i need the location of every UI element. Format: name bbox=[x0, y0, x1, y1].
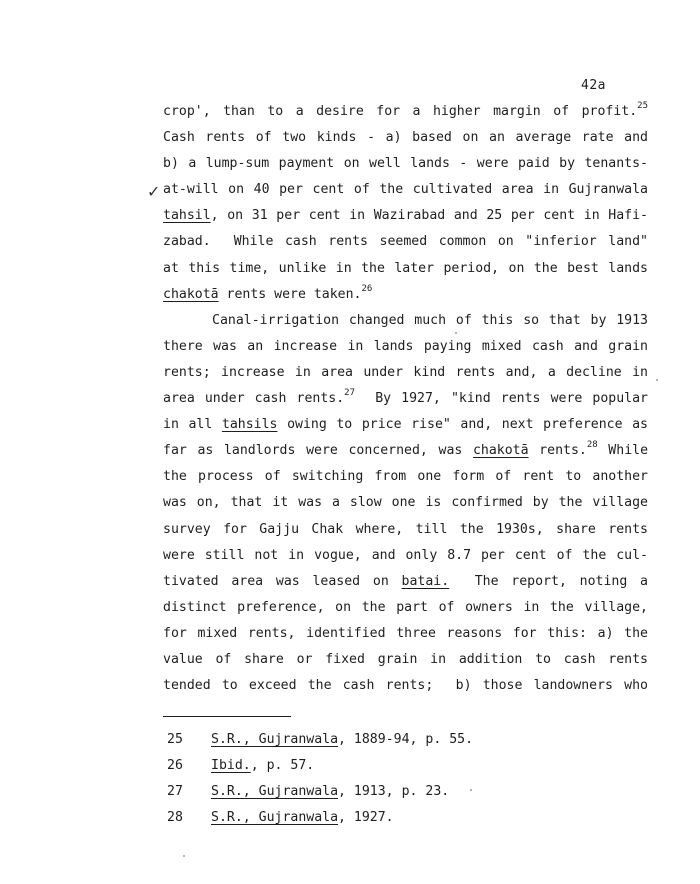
text-line: survey for Gajju Chak where, till the 1930s, share rents bbox=[163, 521, 648, 537]
underlined-term: batai. bbox=[401, 573, 450, 589]
footnote: 27 S.R., Gujranwala, 1913, p. 23. bbox=[167, 779, 473, 805]
paper-speck bbox=[656, 379, 658, 381]
underlined-term: chakotā bbox=[472, 443, 529, 459]
text-line: far as landlords were concerned, was chakotā rents.$^{28}$ While bbox=[163, 440, 649, 459]
paper-speck bbox=[183, 855, 185, 857]
text-line: zabad. While cash rents seemed common on "inferior land" bbox=[163, 234, 648, 250]
footnote-number: 26 bbox=[167, 758, 183, 773]
text-line: for mixed rents, identified three reasons for this: a) the bbox=[163, 625, 648, 641]
checkmark-annotation: ✓ bbox=[147, 182, 161, 201]
footnote-number: 28 bbox=[167, 810, 183, 825]
text-line: at this time, unlike in the later period, on the best lands bbox=[163, 260, 648, 276]
text-line: Cash rents of two kinds - a) based on an average rate and bbox=[163, 130, 648, 146]
text-line: value of share or fixed grain in addition to cash rents bbox=[163, 651, 648, 667]
paper-speck bbox=[470, 789, 472, 791]
page-number: 42a bbox=[581, 78, 606, 93]
footnote: 28 S.R., Gujranwala, 1927. bbox=[167, 805, 473, 831]
footnotes bbox=[167, 727, 473, 831]
footnote-source: S.R., Gujranwala bbox=[211, 784, 339, 799]
underlined-term: chakotā bbox=[163, 286, 219, 302]
text-line: chakotā rents were taken.$^{26}$ bbox=[163, 283, 373, 302]
text-line: b) a lump-sum payment on well lands - were paid by tenants- bbox=[163, 156, 648, 172]
underlined-term: tahsils bbox=[221, 417, 278, 433]
text-line: tahsil, on 31 per cent in Wazirabad and 25 per cent in Hafi- bbox=[163, 208, 648, 224]
text-line: tivated area was leased on batai. The report, noting a bbox=[163, 573, 648, 589]
footnote-ref: 25 bbox=[637, 101, 648, 111]
text-line: there was an increase in lands paying mixed cash and grain bbox=[163, 338, 648, 354]
text-line: was on, that it was a slow one is confirmed by the village bbox=[163, 495, 648, 511]
text-line: were still not in vogue, and only 8.7 per cent of the cul- bbox=[163, 547, 648, 563]
text-line: Canal-irrigation changed much of this so that by 1913 bbox=[212, 312, 648, 328]
text-line: the process of switching from one form of rent to another bbox=[163, 469, 648, 485]
footnote: 26 Ibid., p. 57. bbox=[167, 753, 473, 779]
text-line: at-will on 40 per cent of the cultivated area in Gujranwala bbox=[163, 182, 648, 198]
footnote: 25 S.R., Gujranwala, 1889-94, p. 55. bbox=[167, 727, 473, 753]
footnote-number: 25 bbox=[167, 732, 183, 747]
footnote-source: S.R., Gujranwala bbox=[211, 732, 339, 747]
underlined-term: tahsil bbox=[163, 208, 211, 224]
footnote-ref: 26 bbox=[361, 283, 373, 294]
footnote-rule bbox=[163, 716, 291, 717]
text-line: area under cash rents.$^{27}$ By 1927, "kind rents were popular bbox=[163, 388, 648, 407]
footnote-source: Ibid. bbox=[211, 758, 251, 773]
text-line: in all tahsils owing to price rise" and, next preference as bbox=[163, 417, 648, 433]
text-line: rents; increase in area under kind rents and, a decline in bbox=[163, 364, 648, 380]
text-line: crop', than to a desire for a higher margin of profit.$^{25}$ bbox=[163, 101, 648, 119]
paper-speck bbox=[455, 332, 457, 334]
footnote-number: 27 bbox=[167, 784, 183, 799]
footnote-ref: 28 bbox=[586, 440, 598, 451]
text-line: tended to exceed the cash rents; b) those landowners who bbox=[163, 678, 648, 694]
footnote-source: S.R., Gujranwala bbox=[211, 810, 339, 825]
text-line: distinct preference, on the part of owners in the village, bbox=[163, 599, 648, 615]
footnote-ref: 27 bbox=[344, 388, 355, 399]
body-text bbox=[163, 99, 648, 699]
